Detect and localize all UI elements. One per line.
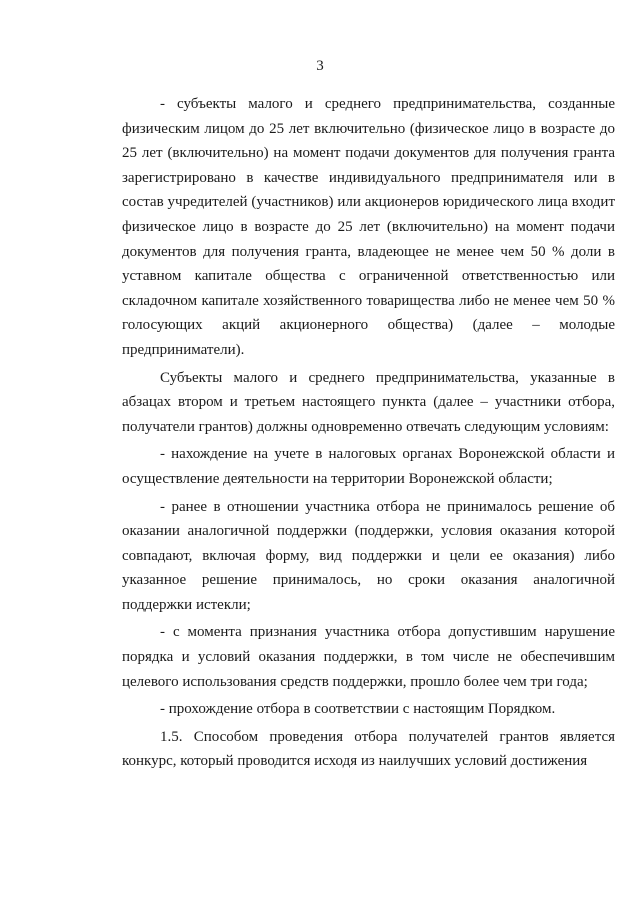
paragraph-tax-registration: - нахождение на учете в налоговых органах Воронежской области и осуществление деятельности на территории Воронежской области; bbox=[122, 446, 615, 487]
paragraph-section-1-5: 1.5. Способом проведения отбора получателей грантов является конкурс, который проводится исходя из наилучших условий достижения bbox=[122, 728, 615, 770]
paragraph-selection-procedure: - прохождение отбора в соответствии с настоящим Порядком. bbox=[160, 701, 556, 718]
paragraph-prior-support: - ранее в отношении участника отбора не принималось решение об оказании аналогичной поддержки (поддержки, условия оказания которой совпадают, включая форму, вид поддержки и цели ее оказания) либо указанное решение принималось, но сроки оказания аналогичной поддержки истекли; bbox=[122, 498, 615, 613]
document-body bbox=[122, 92, 615, 777]
paragraph-violation-period: - с момента признания участника отбора допустившим нарушение порядка и условий оказания поддержки, в том числе не обеспечившим целевого использования средств поддержки, прошло более чем три года; bbox=[122, 624, 615, 690]
page-number: 3 bbox=[316, 58, 324, 74]
paragraph-participant-conditions: Субъекты малого и среднего предпринимательства, указанные в абзацах втором и третьем настоящего пункта (далее – участники отбора, получатели грантов) должны одновременно отвечать следующим условиям: bbox=[122, 369, 615, 435]
paragraph-young-entrepreneurs: - субъекты малого и среднего предпринимательства, созданные физическим лицом до 25 лет включительно (физическое лицо в возрасте до 25 лет (включительно) на момент подачи документов для получения гранта зарегистрировано в качестве индивидуального предпринимателя или в состав учредителей (участников) или акционеров юридического лица входит физическое лицо в возрасте до 25 лет (включительно) на момент подачи документов для получения гранта, владеющее не менее чем 50 % доли в уставном капитале общества с ограниченной ответственностью или складочном капитале хозяйственного товарищества либо не менее чем 50 % голосующих акций акционерного общества) (далее – молодые предприниматели). bbox=[122, 96, 615, 358]
